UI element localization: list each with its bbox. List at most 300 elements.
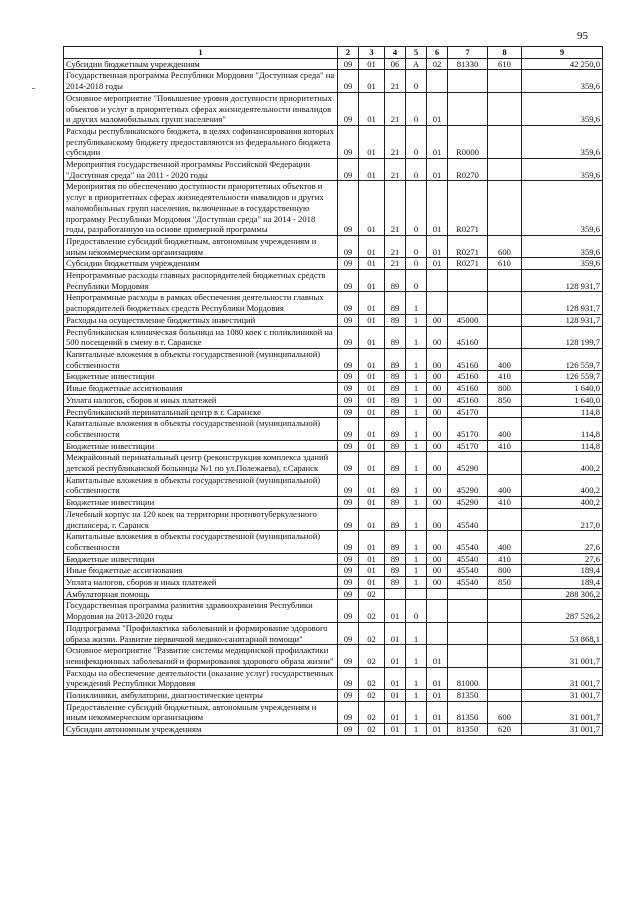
code-direction: 45170 <box>448 440 488 452</box>
row-amount: 288 306,2 <box>522 588 603 600</box>
code-subprogram: 1 <box>406 508 427 530</box>
code-activity: 01 <box>427 724 448 736</box>
code-expense-type: 800 <box>488 565 522 577</box>
code-program: 01 <box>385 600 406 622</box>
code-program: 21 <box>385 70 406 92</box>
column-header-4: 4 <box>385 47 406 59</box>
table-row <box>64 270 603 292</box>
code-ministry: 09 <box>338 508 359 530</box>
code-program: 01 <box>385 622 406 644</box>
code-expense-type <box>488 667 522 689</box>
row-amount: 189,4 <box>522 565 603 577</box>
table-row <box>64 181 603 236</box>
code-program: 21 <box>385 92 406 125</box>
code-section: 01 <box>359 326 385 348</box>
row-amount: 359,6 <box>522 258 603 270</box>
code-subprogram: 1 <box>406 440 427 452</box>
budget-table <box>63 46 603 736</box>
table-row <box>64 508 603 530</box>
code-direction <box>448 622 488 644</box>
table-row <box>64 701 603 723</box>
code-ministry: 09 <box>338 235 359 257</box>
row-name: Расходы на осуществление бюджетных инвестиций <box>64 314 338 326</box>
code-section: 01 <box>359 292 385 314</box>
code-expense-type <box>488 314 522 326</box>
code-subprogram: А <box>406 58 427 70</box>
code-section: 02 <box>359 588 385 600</box>
code-subprogram: 1 <box>406 667 427 689</box>
code-activity: 00 <box>427 452 448 474</box>
code-subprogram: 1 <box>406 553 427 565</box>
code-program: 01 <box>385 667 406 689</box>
row-name: Лечебный корпус на 120 коек на территории противотуберкулезного диспансера, г. Саранск <box>64 508 338 530</box>
row-name: Уплата налогов, сборов и иных платежей <box>64 577 338 589</box>
code-ministry: 09 <box>338 406 359 418</box>
row-name: Мероприятия государственной программы Российской Федерации "Доступная среда" на 2011 - 2020 годы <box>64 159 338 181</box>
row-name: Подпрограмма "Профилактика заболеваний и формирование здорового образа жизни. Развитие первичной медико-санитарной помощи" <box>64 622 338 644</box>
code-subprogram: 1 <box>406 645 427 667</box>
code-ministry: 09 <box>338 645 359 667</box>
code-expense-type: 610 <box>488 58 522 70</box>
code-subprogram: 1 <box>406 348 427 370</box>
code-expense-type <box>488 452 522 474</box>
code-direction <box>448 270 488 292</box>
code-section: 01 <box>359 348 385 370</box>
table-row <box>64 70 603 92</box>
code-activity: 01 <box>427 235 448 257</box>
code-ministry: 09 <box>338 125 359 158</box>
code-expense-type <box>488 690 522 702</box>
code-section: 01 <box>359 553 385 565</box>
code-expense-type <box>488 181 522 236</box>
row-amount: 31 001,7 <box>522 724 603 736</box>
code-section: 01 <box>359 270 385 292</box>
code-program <box>385 588 406 600</box>
code-program: 89 <box>385 314 406 326</box>
code-subprogram: 0 <box>406 92 427 125</box>
code-expense-type: 620 <box>488 724 522 736</box>
code-expense-type: 410 <box>488 371 522 383</box>
row-amount: 27,6 <box>522 553 603 565</box>
code-direction: 45290 <box>448 474 488 496</box>
code-subprogram: 1 <box>406 314 427 326</box>
code-subprogram: 1 <box>406 701 427 723</box>
column-header-2: 2 <box>338 47 359 59</box>
row-name: Иные бюджетные ассигнования <box>64 565 338 577</box>
code-ministry: 09 <box>338 553 359 565</box>
code-activity: 01 <box>427 667 448 689</box>
row-amount: 400,2 <box>522 497 603 509</box>
code-subprogram: 1 <box>406 326 427 348</box>
table-row <box>64 258 603 270</box>
code-section: 01 <box>359 383 385 395</box>
row-amount: 128 931,7 <box>522 270 603 292</box>
row-amount: 42 250,0 <box>522 58 603 70</box>
code-subprogram: 0 <box>406 270 427 292</box>
table-row <box>64 622 603 644</box>
code-ministry: 09 <box>338 159 359 181</box>
code-ministry: 09 <box>338 474 359 496</box>
code-ministry: 09 <box>338 622 359 644</box>
code-direction: 45170 <box>448 406 488 418</box>
code-section: 01 <box>359 314 385 326</box>
code-ministry: 09 <box>338 701 359 723</box>
code-program: 21 <box>385 159 406 181</box>
code-program: 89 <box>385 440 406 452</box>
code-program: 89 <box>385 394 406 406</box>
code-section: 02 <box>359 645 385 667</box>
code-ministry: 09 <box>338 690 359 702</box>
code-program: 89 <box>385 326 406 348</box>
code-activity: 01 <box>427 258 448 270</box>
code-ministry: 09 <box>338 270 359 292</box>
code-section: 02 <box>359 667 385 689</box>
row-amount: 400,2 <box>522 474 603 496</box>
header-row <box>64 47 603 59</box>
table-body <box>64 58 603 735</box>
code-direction: R0271 <box>448 235 488 257</box>
code-ministry: 09 <box>338 588 359 600</box>
code-activity: 00 <box>427 371 448 383</box>
code-activity: 00 <box>427 314 448 326</box>
code-subprogram: 0 <box>406 125 427 158</box>
row-amount: 359,6 <box>522 125 603 158</box>
code-expense-type: 850 <box>488 394 522 406</box>
code-direction: 45540 <box>448 553 488 565</box>
code-activity <box>427 588 448 600</box>
code-subprogram: 1 <box>406 690 427 702</box>
code-expense-type: 610 <box>488 258 522 270</box>
column-header-8: 8 <box>488 47 522 59</box>
code-subprogram: 0 <box>406 235 427 257</box>
table-row <box>64 326 603 348</box>
code-activity: 00 <box>427 326 448 348</box>
row-amount: 359,6 <box>522 70 603 92</box>
code-section: 02 <box>359 622 385 644</box>
code-section: 02 <box>359 701 385 723</box>
code-section: 01 <box>359 92 385 125</box>
row-name: Бюджетные инвестиции <box>64 497 338 509</box>
row-name: Непрограммные расходы в рамках обеспечения деятельности главных распорядителей бюджетных средств Республики Мордовия <box>64 292 338 314</box>
code-ministry: 09 <box>338 418 359 440</box>
code-program: 89 <box>385 406 406 418</box>
code-program: 01 <box>385 645 406 667</box>
code-direction: 45290 <box>448 497 488 509</box>
table-row <box>64 406 603 418</box>
row-name: Основное мероприятие "Повышение уровня доступности приоритетных объектов и услуг в приоритетных сферах жизнедеятельности инвалидов и других маломобильных групп населения" <box>64 92 338 125</box>
code-ministry: 09 <box>338 314 359 326</box>
code-program: 89 <box>385 348 406 370</box>
row-name: Республиканская клиническая больница на 1080 коек с поликлиникой на 500 посещений в смену в г. Саранске <box>64 326 338 348</box>
table-row <box>64 690 603 702</box>
column-header-7: 7 <box>448 47 488 59</box>
code-direction: 45540 <box>448 531 488 553</box>
table-row <box>64 314 603 326</box>
table-row <box>64 667 603 689</box>
row-name: Мероприятия по обеспечению доступности приоритетных объектов и услуг в приоритетных сферах жизнедеятельности инвалидов и других маломобильных групп населения, включенные в государственную программу Республики Мордовия "Доступная среда" на 2014 - 2018 годы, разработанную на основе примерной программы <box>64 181 338 236</box>
code-program: 89 <box>385 452 406 474</box>
code-subprogram: 1 <box>406 371 427 383</box>
row-name: Субсидии бюджетным учреждениям <box>64 58 338 70</box>
code-ministry: 09 <box>338 383 359 395</box>
code-program: 89 <box>385 270 406 292</box>
code-ministry: 09 <box>338 326 359 348</box>
code-ministry: 09 <box>338 452 359 474</box>
code-section: 01 <box>359 235 385 257</box>
row-amount: 359,6 <box>522 235 603 257</box>
code-direction: 81330 <box>448 58 488 70</box>
code-direction: 45160 <box>448 394 488 406</box>
code-section: 01 <box>359 125 385 158</box>
row-amount: 1 640,0 <box>522 394 603 406</box>
code-ministry: 09 <box>338 58 359 70</box>
code-ministry: 09 <box>338 348 359 370</box>
page-number: 95 <box>577 30 588 42</box>
code-activity: 02 <box>427 58 448 70</box>
row-name: Субсидии автономным учреждениям <box>64 724 338 736</box>
table-row <box>64 553 603 565</box>
row-amount: 287 526,2 <box>522 600 603 622</box>
code-direction: 81350 <box>448 690 488 702</box>
row-name: Основное мероприятие "Развитие системы медицинской профилактики неинфекционных заболеваний и формирования здорового образа жизни" <box>64 645 338 667</box>
code-expense-type: 410 <box>488 553 522 565</box>
row-name: Расходы на обеспечение деятельности (оказание услуг) государственных учреждений Республики Мордовия <box>64 667 338 689</box>
code-direction: 81350 <box>448 701 488 723</box>
row-amount: 31 001,7 <box>522 667 603 689</box>
code-expense-type <box>488 70 522 92</box>
code-expense-type <box>488 270 522 292</box>
code-section: 01 <box>359 70 385 92</box>
row-amount: 53 868,1 <box>522 622 603 644</box>
code-activity: 00 <box>427 418 448 440</box>
code-program: 89 <box>385 508 406 530</box>
code-activity: 00 <box>427 383 448 395</box>
code-expense-type: 600 <box>488 701 522 723</box>
code-direction: 45170 <box>448 418 488 440</box>
row-amount: 114,8 <box>522 440 603 452</box>
code-activity: 00 <box>427 474 448 496</box>
row-name: Субсидии бюджетным учреждениям <box>64 258 338 270</box>
code-direction: R0271 <box>448 258 488 270</box>
row-name: Расходы республиканского бюджета, в целях софинансирования которых республиканскому бюджету предоставляются из федерального бюджета субсидии <box>64 125 338 158</box>
row-name: Бюджетные инвестиции <box>64 553 338 565</box>
row-amount: 217,0 <box>522 508 603 530</box>
code-direction: 45160 <box>448 348 488 370</box>
code-expense-type: 400 <box>488 474 522 496</box>
margin-mark <box>32 88 35 89</box>
code-activity <box>427 292 448 314</box>
row-name: Бюджетные инвестиции <box>64 440 338 452</box>
table-row <box>64 383 603 395</box>
code-activity <box>427 270 448 292</box>
code-expense-type <box>488 406 522 418</box>
code-subprogram: 1 <box>406 406 427 418</box>
code-direction: R0271 <box>448 181 488 236</box>
code-section: 01 <box>359 577 385 589</box>
table-row <box>64 474 603 496</box>
code-subprogram: 1 <box>406 292 427 314</box>
code-expense-type: 400 <box>488 531 522 553</box>
table-row <box>64 577 603 589</box>
code-direction: R0270 <box>448 159 488 181</box>
code-ministry: 09 <box>338 181 359 236</box>
row-amount: 128 931,7 <box>522 314 603 326</box>
code-section: 01 <box>359 565 385 577</box>
code-subprogram: 1 <box>406 452 427 474</box>
code-ministry: 09 <box>338 394 359 406</box>
code-program: 89 <box>385 383 406 395</box>
table-row <box>64 418 603 440</box>
code-ministry: 09 <box>338 600 359 622</box>
column-header-5: 5 <box>406 47 427 59</box>
code-program: 89 <box>385 565 406 577</box>
row-amount: 31 001,7 <box>522 690 603 702</box>
code-expense-type <box>488 292 522 314</box>
code-activity: 01 <box>427 92 448 125</box>
table-row <box>64 645 603 667</box>
code-subprogram: 1 <box>406 577 427 589</box>
code-subprogram: 1 <box>406 565 427 577</box>
code-expense-type <box>488 92 522 125</box>
row-name: Непрограммные расходы главных распорядителей бюджетных средств Республики Мордовия <box>64 270 338 292</box>
code-program: 89 <box>385 474 406 496</box>
code-expense-type: 400 <box>488 418 522 440</box>
row-name: Капитальные вложения в объекты государственной (муниципальной) собственности <box>64 348 338 370</box>
row-name: Межрайонный перинатальный центр (реконструкция комплекса зданий детской республиканской больницы №1 по ул.Полежаева), г.Саранск <box>64 452 338 474</box>
code-section: 01 <box>359 258 385 270</box>
row-name: Капитальные вложения в объекты государственной (муниципальной) собственности <box>64 418 338 440</box>
code-expense-type <box>488 645 522 667</box>
code-activity <box>427 622 448 644</box>
code-subprogram: 1 <box>406 622 427 644</box>
code-ministry: 09 <box>338 92 359 125</box>
row-name: Уплата налогов, сборов и иных платежей <box>64 394 338 406</box>
code-activity: 01 <box>427 181 448 236</box>
code-activity <box>427 70 448 92</box>
code-expense-type: 410 <box>488 497 522 509</box>
table-row <box>64 440 603 452</box>
code-subprogram: 1 <box>406 474 427 496</box>
code-expense-type: 850 <box>488 577 522 589</box>
code-activity <box>427 600 448 622</box>
code-activity: 01 <box>427 645 448 667</box>
code-section: 01 <box>359 58 385 70</box>
code-direction: 81350 <box>448 724 488 736</box>
code-ministry: 09 <box>338 724 359 736</box>
code-ministry: 09 <box>338 667 359 689</box>
code-expense-type <box>488 508 522 530</box>
code-activity: 00 <box>427 497 448 509</box>
code-section: 02 <box>359 724 385 736</box>
row-amount: 359,6 <box>522 181 603 236</box>
code-program: 21 <box>385 235 406 257</box>
table-row <box>64 348 603 370</box>
table-row <box>64 588 603 600</box>
code-expense-type: 600 <box>488 235 522 257</box>
code-activity: 00 <box>427 508 448 530</box>
code-direction: 81000 <box>448 667 488 689</box>
code-program: 21 <box>385 181 406 236</box>
code-expense-type: 400 <box>488 348 522 370</box>
row-name: Капитальные вложения в объекты государственной (муниципальной) собственности <box>64 531 338 553</box>
code-subprogram: 0 <box>406 70 427 92</box>
code-subprogram: 0 <box>406 159 427 181</box>
code-subprogram: 1 <box>406 531 427 553</box>
row-amount: 31 001,7 <box>522 645 603 667</box>
table-row <box>64 235 603 257</box>
table-row <box>64 125 603 158</box>
table-row <box>64 531 603 553</box>
row-amount: 128 199,7 <box>522 326 603 348</box>
code-activity: 00 <box>427 531 448 553</box>
code-activity: 01 <box>427 125 448 158</box>
code-subprogram: 1 <box>406 497 427 509</box>
row-name: Иные бюджетные ассигнования <box>64 383 338 395</box>
table-row <box>64 600 603 622</box>
code-program: 89 <box>385 371 406 383</box>
code-direction: 45160 <box>448 371 488 383</box>
table-row <box>64 724 603 736</box>
code-subprogram: 1 <box>406 394 427 406</box>
code-program: 01 <box>385 690 406 702</box>
code-direction <box>448 70 488 92</box>
table-row <box>64 292 603 314</box>
code-program: 21 <box>385 125 406 158</box>
code-program: 89 <box>385 531 406 553</box>
code-expense-type <box>488 125 522 158</box>
code-activity: 00 <box>427 406 448 418</box>
row-amount: 189,4 <box>522 577 603 589</box>
row-amount: 128 931,7 <box>522 292 603 314</box>
code-section: 01 <box>359 440 385 452</box>
code-activity: 01 <box>427 159 448 181</box>
code-ministry: 09 <box>338 440 359 452</box>
code-subprogram: 0 <box>406 258 427 270</box>
code-ministry: 09 <box>338 292 359 314</box>
code-program: 01 <box>385 701 406 723</box>
code-direction: 45000 <box>448 314 488 326</box>
table-row <box>64 58 603 70</box>
code-direction: 45290 <box>448 452 488 474</box>
code-expense-type: 410 <box>488 440 522 452</box>
code-ministry: 09 <box>338 70 359 92</box>
code-direction <box>448 92 488 125</box>
code-section: 01 <box>359 181 385 236</box>
table-row <box>64 565 603 577</box>
row-amount: 126 559,7 <box>522 348 603 370</box>
table-row <box>64 394 603 406</box>
code-direction: 45160 <box>448 383 488 395</box>
code-subprogram <box>406 588 427 600</box>
code-program: 01 <box>385 724 406 736</box>
code-section: 01 <box>359 531 385 553</box>
code-program: 21 <box>385 258 406 270</box>
code-subprogram: 0 <box>406 600 427 622</box>
code-direction <box>448 600 488 622</box>
table-row <box>64 497 603 509</box>
code-ministry: 09 <box>338 565 359 577</box>
row-amount: 114,8 <box>522 418 603 440</box>
row-name: Предоставление субсидий бюджетным, автономным учреждениям и иным некоммерческим организациям <box>64 701 338 723</box>
code-program: 89 <box>385 497 406 509</box>
row-name: Бюджетные инвестиции <box>64 371 338 383</box>
code-subprogram: 1 <box>406 724 427 736</box>
code-program: 89 <box>385 553 406 565</box>
code-program: 89 <box>385 577 406 589</box>
code-direction: R0000 <box>448 125 488 158</box>
code-activity: 00 <box>427 553 448 565</box>
code-program: 06 <box>385 58 406 70</box>
